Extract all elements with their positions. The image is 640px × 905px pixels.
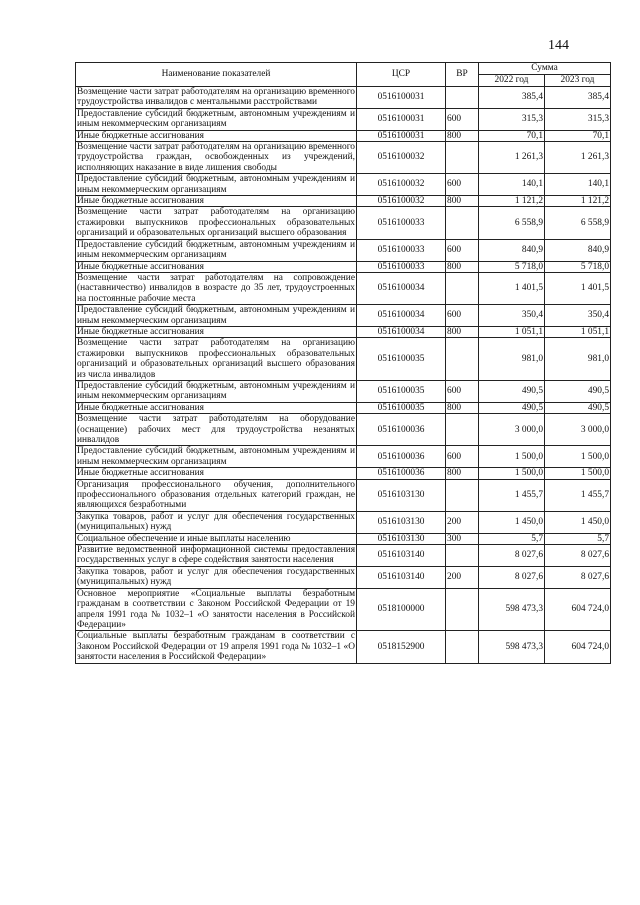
budget-table: [75, 62, 611, 664]
row-name: Закупка товаров, работ и услуг для обеспечения государственных (муниципальных) нужд: [77, 511, 355, 533]
row-amount-2022: 315,3: [479, 108, 545, 130]
row-name: Иные бюджетные ассигнования: [76, 326, 357, 337]
row-amount-2022: 8 027,6: [479, 566, 545, 588]
row-vr: 800: [446, 261, 479, 272]
row-vr: 200: [446, 566, 479, 588]
row-amount-2022: 350,4: [479, 305, 545, 327]
row-amount-2022: 1 051,1: [479, 326, 545, 337]
row-vr: [446, 479, 479, 511]
row-vr: 800: [446, 130, 479, 141]
row-csr: 0516100033: [357, 207, 446, 239]
row-name: Возмещение части затрат работодателям на организацию временного трудоустройства граждан, освобожденных из учреждений, исполняющих наказание в виде лишения свободы: [77, 142, 355, 173]
table-row: [76, 174, 611, 196]
row-csr: 0516100034: [357, 272, 446, 304]
row-amount-2022: 840,9: [479, 239, 545, 261]
row-name: Предоставление субсидий бюджетным, автономным учреждениям и иным некоммерческим организациям: [77, 305, 355, 326]
row-vr: 600: [446, 108, 479, 130]
row-name: Предоставление субсидий бюджетным, автономным учреждениям и иным некоммерческим организациям: [77, 380, 355, 402]
row-name: Социальное обеспечение и иные выплаты населению: [76, 533, 357, 544]
row-csr: 0516100031: [357, 87, 446, 109]
row-amount-2023: 1 500,0: [545, 468, 611, 479]
row-amount-2023: 385,4: [545, 87, 611, 109]
row-amount-2023: 981,0: [545, 338, 611, 381]
row-name: Возмещение части затрат работодателям на оборудование (оснащение) рабочих мест для трудоустройства незанятых инвалидов: [77, 414, 355, 445]
row-csr: 0516103140: [357, 545, 446, 567]
row-csr: 0516103140: [357, 566, 446, 588]
row-amount-2022: 598 473,3: [479, 631, 545, 663]
row-amount-2023: 1 121,2: [545, 196, 611, 207]
row-amount-2022: 5 718,0: [479, 261, 545, 272]
header-vr: ВР: [446, 63, 479, 87]
table-row: [76, 588, 611, 631]
header-csr: ЦСР: [357, 63, 446, 87]
row-csr: 0516100035: [357, 338, 446, 381]
row-name: Предоставление субсидий бюджетным, автономным учреждениям и иным некоммерческим организациям: [77, 239, 355, 261]
row-name: Иные бюджетные ассигнования: [76, 261, 357, 272]
table-header: [76, 63, 611, 87]
row-amount-2023: 840,9: [545, 239, 611, 261]
table-body: [76, 87, 611, 664]
row-csr: 0518152900: [357, 631, 446, 663]
row-vr: 600: [446, 305, 479, 327]
row-amount-2023: 3 000,0: [545, 414, 611, 446]
row-amount-2022: 385,4: [479, 87, 545, 109]
table-row: [76, 414, 611, 446]
row-vr: 600: [446, 174, 479, 196]
row-amount-2023: 490,5: [545, 402, 611, 413]
row-amount-2023: 1 455,7: [545, 479, 611, 511]
row-csr: 0516100032: [357, 196, 446, 207]
row-vr: 800: [446, 402, 479, 413]
row-vr: [446, 588, 479, 631]
row-vr: 600: [446, 446, 479, 468]
table-row: [76, 468, 611, 479]
table-row: [76, 196, 611, 207]
row-amount-2022: 1 261,3: [479, 142, 545, 174]
table-row: [76, 631, 611, 663]
row-name: Закупка товаров, работ и услуг для обеспечения государственных (муниципальных) нужд: [77, 566, 355, 588]
row-name: Возмещение части затрат работодателям на организацию временного трудоустройства инвалидов с ментальными расстройствами: [77, 87, 355, 108]
row-name: Иные бюджетные ассигнования: [76, 402, 357, 413]
row-name: Иные бюджетные ассигнования: [76, 196, 357, 207]
row-amount-2023: 350,4: [545, 305, 611, 327]
row-vr: 800: [446, 468, 479, 479]
row-amount-2022: 70,1: [479, 130, 545, 141]
table-row: [76, 272, 611, 304]
header-year-2022: 2022 год: [479, 75, 545, 87]
row-name: Иные бюджетные ассигнования: [76, 468, 357, 479]
row-amount-2023: 1 401,5: [545, 272, 611, 304]
row-vr: [446, 142, 479, 174]
table-row: [76, 108, 611, 130]
row-amount-2023: 8 027,6: [545, 545, 611, 567]
table-row: [76, 87, 611, 109]
row-amount-2022: 490,5: [479, 380, 545, 402]
table-row: [76, 566, 611, 588]
row-vr: 600: [446, 380, 479, 402]
table-row: [76, 130, 611, 141]
row-csr: 0516100034: [357, 305, 446, 327]
row-amount-2022: 8 027,6: [479, 545, 545, 567]
row-amount-2022: 3 000,0: [479, 414, 545, 446]
row-name: Предоставление субсидий бюджетным, автономным учреждениям и иным некоммерческим организациям: [77, 174, 355, 195]
table-row: [76, 533, 611, 544]
table-row: [76, 380, 611, 402]
row-amount-2023: 315,3: [545, 108, 611, 130]
row-amount-2022: 6 558,9: [479, 207, 545, 239]
row-csr: 0516100032: [357, 142, 446, 174]
row-vr: 600: [446, 239, 479, 261]
row-vr: [446, 87, 479, 109]
row-amount-2022: 5,7: [479, 533, 545, 544]
row-name: Основное мероприятие «Социальные выплаты безработным гражданам в соответствии с Законом Российской Федерации от 19 апреля 1991 года № 1032–1 «О занятости населения в Российской Федерации»: [77, 588, 355, 630]
header-year-2023: 2023 год: [545, 75, 611, 87]
table-row: [76, 338, 611, 381]
row-csr: 0516103130: [357, 479, 446, 511]
table-row: [76, 446, 611, 468]
row-amount-2022: 598 473,3: [479, 588, 545, 631]
row-csr: 0516100036: [357, 414, 446, 446]
row-name: Предоставление субсидий бюджетным, автономным учреждениям и иным некоммерческим организациям: [77, 108, 355, 130]
page-number: 144: [548, 38, 569, 53]
table-row: [76, 142, 611, 174]
row-csr: 0516100036: [357, 446, 446, 468]
table-row: [76, 207, 611, 239]
row-amount-2023: 5,7: [545, 533, 611, 544]
row-amount-2022: 490,5: [479, 402, 545, 413]
row-csr: 0516100033: [357, 261, 446, 272]
row-amount-2022: 1 450,0: [479, 511, 545, 533]
row-vr: [446, 207, 479, 239]
row-csr: 0516100033: [357, 239, 446, 261]
table-row: [76, 326, 611, 337]
row-amount-2022: 1 455,7: [479, 479, 545, 511]
row-amount-2023: 1 261,3: [545, 142, 611, 174]
row-vr: [446, 631, 479, 663]
row-amount-2023: 5 718,0: [545, 261, 611, 272]
row-name: Предоставление субсидий бюджетным, автономным учреждениям и иным некоммерческим организациям: [77, 446, 355, 467]
row-name: Возмещение части затрат работодателям на сопровождение (наставничество) инвалидов в возрасте до 35 лет, трудоустроенных на постоянные рабочие места: [77, 272, 355, 304]
row-vr: 200: [446, 511, 479, 533]
row-csr: 0516100035: [357, 380, 446, 402]
row-csr: 0516103130: [357, 511, 446, 533]
row-amount-2023: 604 724,0: [545, 588, 611, 631]
row-amount-2022: 981,0: [479, 338, 545, 381]
row-amount-2022: 1 121,2: [479, 196, 545, 207]
row-name: Иные бюджетные ассигнования: [76, 130, 357, 141]
row-amount-2023: 70,1: [545, 130, 611, 141]
row-name: Возмещение части затрат работодателям на организацию стажировки выпускников профессиональных образовательных организаций и образовательных организаций высшего образования из числа инвалидов: [77, 338, 355, 380]
row-csr: 0518100000: [357, 588, 446, 631]
row-name: Возмещение части затрат работодателям на организацию стажировки выпускников профессиональных образовательных организаций и образовательных организаций высшего образования: [77, 207, 355, 239]
table-row: [76, 239, 611, 261]
table-row: [76, 402, 611, 413]
row-csr: 0516103130: [357, 533, 446, 544]
row-amount-2023: 1 051,1: [545, 326, 611, 337]
row-vr: [446, 272, 479, 304]
row-name: Социальные выплаты безработным гражданам в соответствии с Законом Российской Федерации от 19 апреля 1991 года № 1032–1 «О занятости населения в Российской Федерации»: [77, 631, 355, 663]
row-amount-2022: 1 500,0: [479, 468, 545, 479]
table-row: [76, 479, 611, 511]
row-name: Развитие ведомственной информационной системы предоставления государственных услуг в сфере содействия занятости населения: [77, 545, 355, 566]
row-csr: 0516100031: [357, 130, 446, 141]
row-amount-2022: 140,1: [479, 174, 545, 196]
row-csr: 0516100034: [357, 326, 446, 337]
row-amount-2023: 6 558,9: [545, 207, 611, 239]
row-amount-2023: 140,1: [545, 174, 611, 196]
row-amount-2023: 8 027,6: [545, 566, 611, 588]
row-csr: 0516100032: [357, 174, 446, 196]
row-amount-2023: 490,5: [545, 380, 611, 402]
row-csr: 0516100036: [357, 468, 446, 479]
row-amount-2023: 1 450,0: [545, 511, 611, 533]
row-csr: 0516100035: [357, 402, 446, 413]
row-vr: [446, 545, 479, 567]
header-name: Наименование показателей: [76, 63, 357, 87]
row-amount-2022: 1 500,0: [479, 446, 545, 468]
header-sum: Сумма: [479, 63, 611, 75]
row-amount-2023: 1 500,0: [545, 446, 611, 468]
table-row: [76, 545, 611, 567]
table-row: [76, 261, 611, 272]
row-amount-2022: 1 401,5: [479, 272, 545, 304]
row-vr: [446, 414, 479, 446]
row-vr: 800: [446, 326, 479, 337]
row-csr: 0516100031: [357, 108, 446, 130]
row-name: Организация профессионального обучения, дополнительного профессионального образования отдельных категорий граждан, не являющихся безработными: [77, 479, 355, 511]
table-row: [76, 305, 611, 327]
row-vr: [446, 338, 479, 381]
row-vr: 300: [446, 533, 479, 544]
table-row: [76, 511, 611, 533]
row-amount-2023: 604 724,0: [545, 631, 611, 663]
row-vr: 800: [446, 196, 479, 207]
